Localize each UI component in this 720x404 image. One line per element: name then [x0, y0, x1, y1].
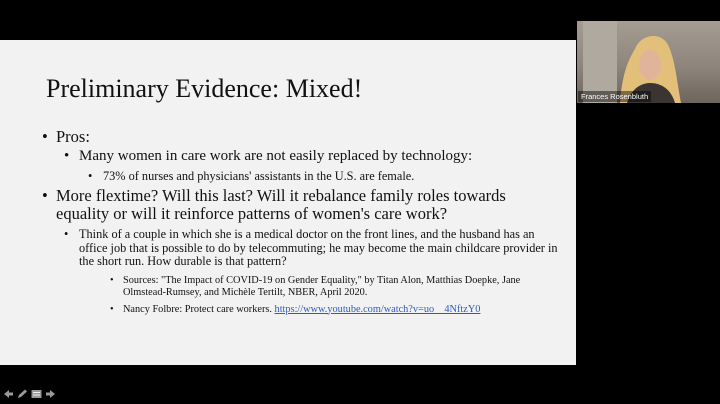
pen-icon[interactable] [17, 389, 28, 399]
slide-bullets [42, 128, 562, 316]
bullet-care-work: • Many women in care work are not easily replaced by technology: [42, 148, 562, 165]
participant-name-label: Frances Rosenbluth [578, 91, 651, 102]
bullet-flextime: • More flextime? Will this last? Will it rebalance family roles towards equality or will it reinforce patterns of women's care work? [42, 187, 562, 223]
bullet-sources: • Sources: "The Impact of COVID-19 on Gender Equality," by Titan Alon, Matthias Doepke, Jane Olmstead-Rumsey, and Michèle Tertilt, NBER, April 2020. [42, 275, 562, 299]
bullet-nurses: • 73% of nurses and physicians' assistants in the U.S. are female. [42, 169, 562, 183]
bullet-couple: • Think of a couple in which she is a medical doctor on the front lines, and the husband has an office job that is possible to do by telecommuting; he may become the main childcare provider in the short run. How durable is that pattern? [42, 228, 562, 269]
presentation-slide [0, 40, 576, 365]
folbre-text: Nancy Folbre: Protect care workers. [123, 303, 275, 315]
menu-icon[interactable] [31, 389, 42, 399]
bullet-pros: • Pros: [42, 128, 562, 146]
slide-nav-toolbar [3, 389, 56, 399]
bullet-folbre [42, 304, 562, 316]
youtube-link[interactable]: https://www.youtube.com/watch?v=uo__4NftzY0 [274, 303, 481, 315]
slide-title: Preliminary Evidence: Mixed! [46, 74, 363, 103]
arrow-right-icon[interactable] [45, 389, 56, 399]
participant-video-tile[interactable] [577, 21, 720, 103]
arrow-left-icon[interactable] [3, 389, 14, 399]
